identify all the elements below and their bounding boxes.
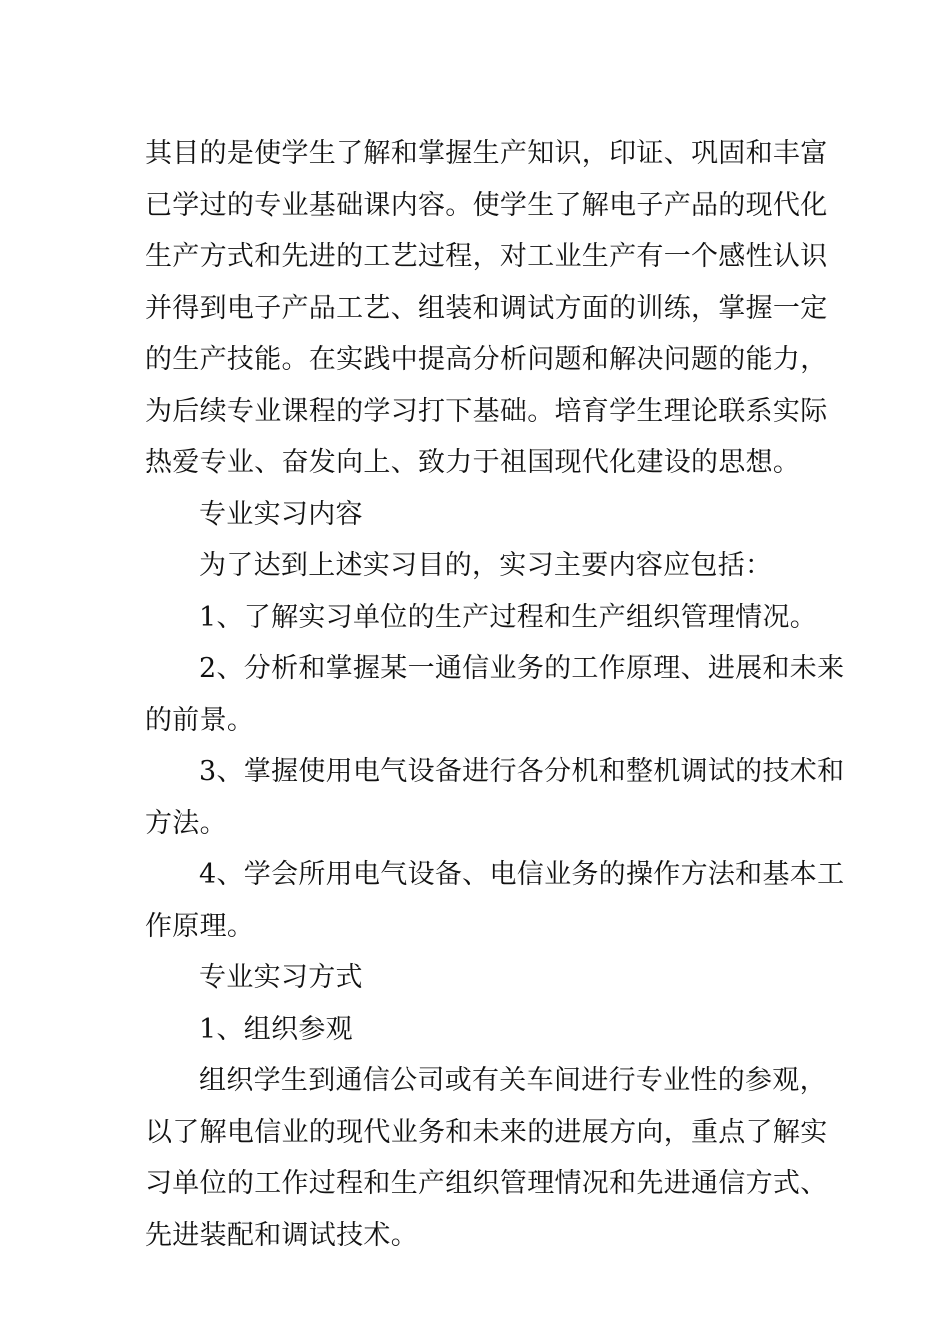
list-item-4: 4、学会所用电气设备、电信业务的操作方法和基本工 xyxy=(199,859,845,890)
section-heading-content: 专业实习内容 xyxy=(199,498,363,530)
text-line: 的生产技能。在实践中提高分析问题和解决问题的能力， xyxy=(145,344,828,375)
text-line: 为了达到上述实习目的，实习主要内容应包括： xyxy=(199,550,773,581)
text-line: 作原理。 xyxy=(145,910,255,942)
document-body xyxy=(145,128,845,1261)
list-item-2: 2、分析和掌握某一通信业务的工作原理、进展和未来 xyxy=(199,653,845,684)
text-line: 的前景。 xyxy=(145,704,255,736)
text-line: 习单位的工作过程和生产组织管理情况和先进通信方式、 xyxy=(145,1168,828,1199)
text-line: 其目的是使学生了解和掌握生产知识，印证、巩固和丰富 xyxy=(145,138,828,169)
section-heading-method: 专业实习方式 xyxy=(199,962,363,993)
text-line: 生产方式和先进的工艺过程，对工业生产有一个感性认识 xyxy=(145,241,828,272)
text-line: 并得到电子产品工艺、组装和调试方面的训练，掌握一定 xyxy=(145,292,828,324)
text-line: 先进装配和调试技术。 xyxy=(145,1219,418,1251)
text-line: 组织学生到通信公司或有关车间进行专业性的参观， xyxy=(199,1065,827,1096)
text-line: 为后续专业课程的学习打下基础。培育学生理论联系实际 xyxy=(145,395,828,427)
list-item-1: 1、了解实习单位的生产过程和生产组织管理情况。 xyxy=(199,601,818,633)
text-line: 以了解电信业的现代业务和未来的进展方向，重点了解实 xyxy=(145,1116,828,1148)
text-line: 已学过的专业基础课内容。使学生了解电子产品的现代化 xyxy=(145,189,828,221)
subheading-visit: 1、组织参观 xyxy=(199,1013,353,1045)
text-line: 热爱专业、奋发向上、致力于祖国现代化建设的思想。 xyxy=(145,447,801,478)
list-item-3: 3、掌握使用电气设备进行各分机和整机调试的技术和 xyxy=(199,756,845,787)
text-line: 方法。 xyxy=(145,807,227,839)
